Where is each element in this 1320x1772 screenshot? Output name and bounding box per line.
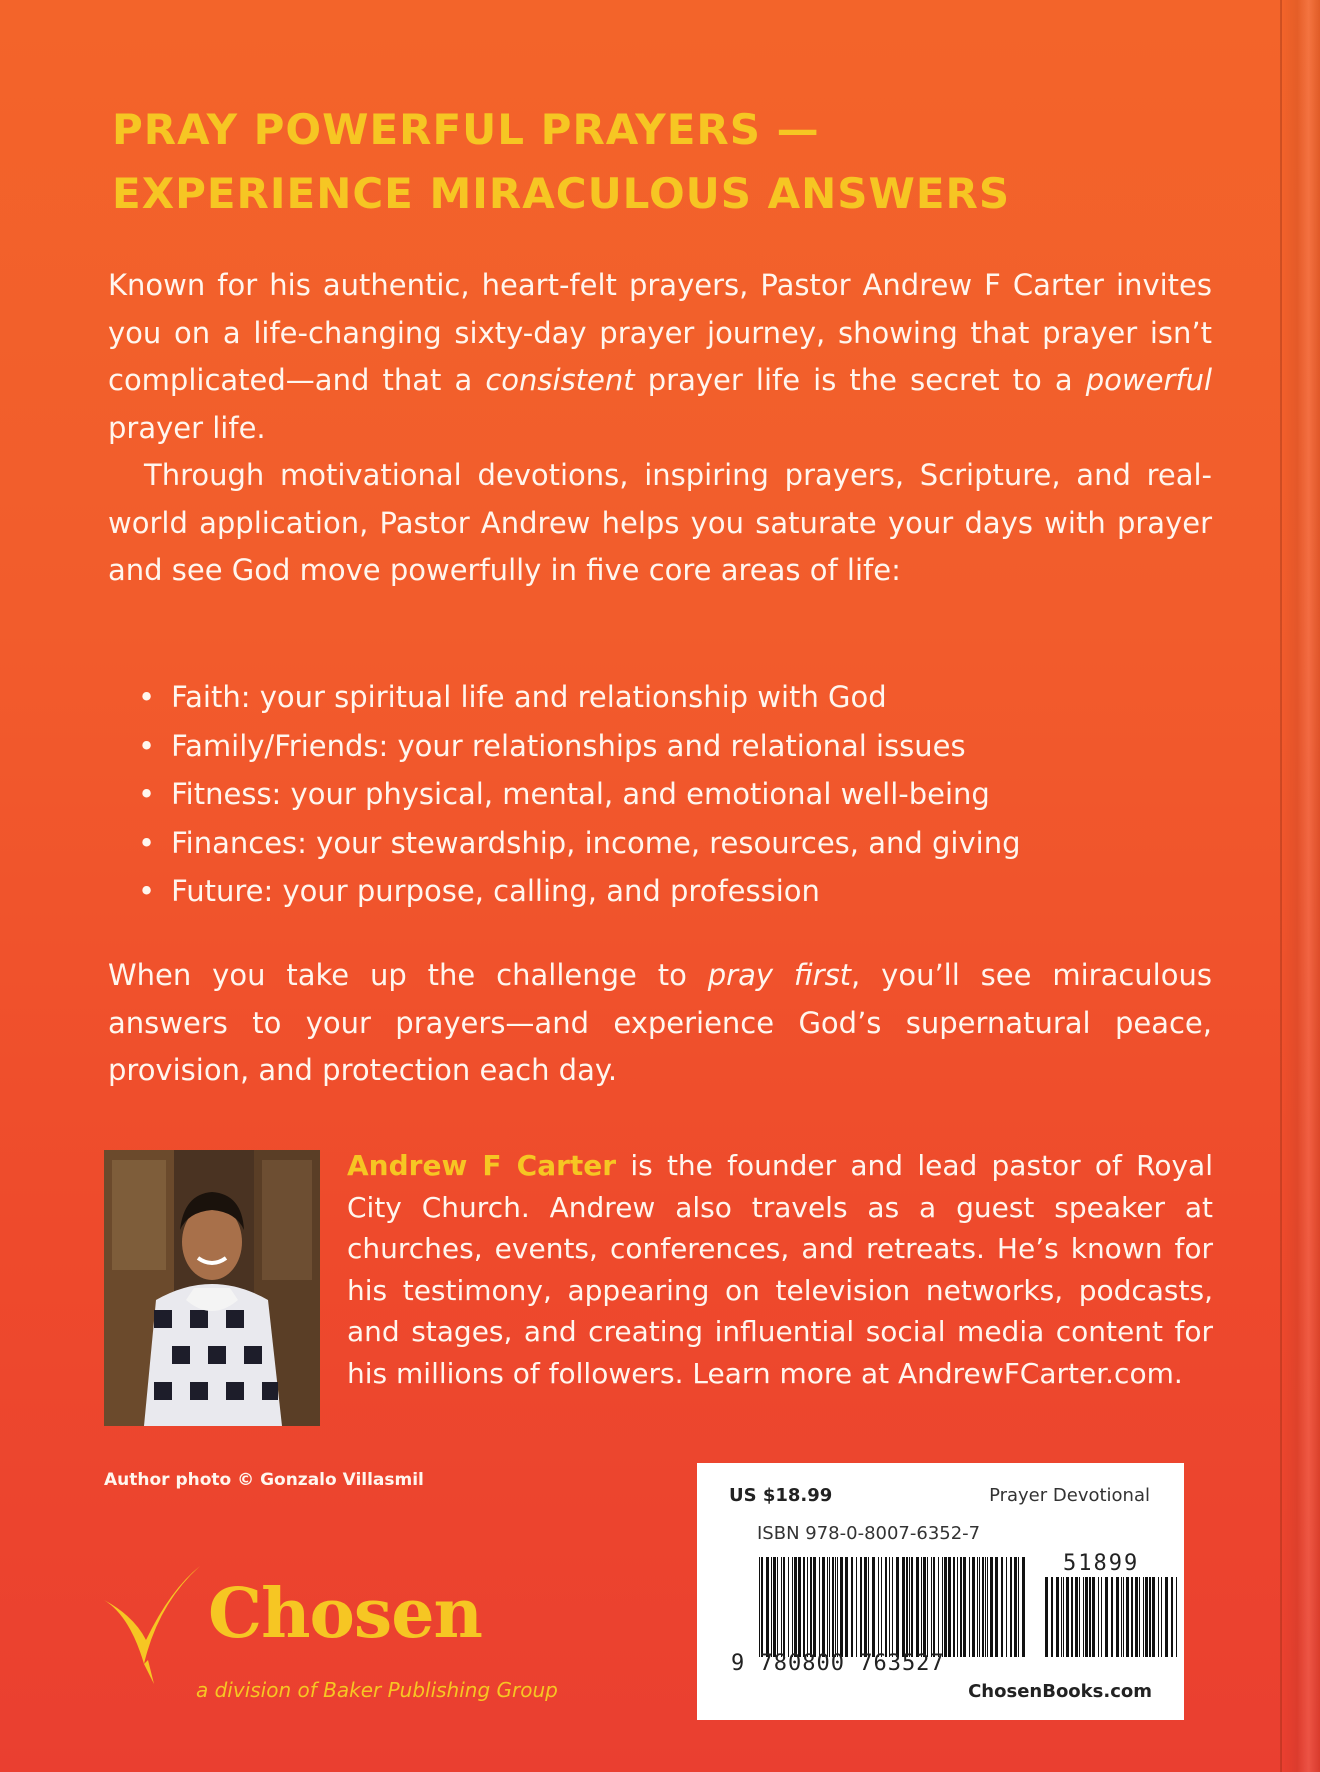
headline-line-2: EXPERIENCE MIRACULOUS ANSWERS (112, 169, 1011, 218)
barcode-bar (1014, 1557, 1017, 1657)
barcode-bar (827, 1557, 828, 1657)
barcode-bar (916, 1557, 919, 1657)
barcode-bar (969, 1557, 970, 1657)
barcode-bar (1018, 1557, 1019, 1657)
closing-text-1: When you take up the challenge to (108, 958, 708, 992)
publisher-website: ChosenBooks.com (968, 1681, 1152, 1702)
isbn: ISBN 978-0-8007-6352-7 (757, 1523, 981, 1544)
barcode-bar (819, 1557, 820, 1657)
barcode-bar (881, 1557, 882, 1657)
barcode-bar (885, 1557, 887, 1657)
barcode-bar (829, 1557, 830, 1657)
intro-text-2: prayer life is the secret to a (634, 363, 1086, 397)
barcode-bar (761, 1557, 763, 1657)
barcode-bar (1045, 1577, 1048, 1657)
publisher-tagline: a division of Baker Publishing Group (196, 1678, 558, 1702)
barcode-bar (798, 1557, 801, 1657)
barcode-bar (813, 1557, 816, 1657)
barcode-bar (1001, 1557, 1003, 1657)
barcode-bar (1066, 1577, 1069, 1657)
barcode-bar (944, 1557, 947, 1657)
barcode-bar (1061, 1577, 1062, 1657)
barcode-bar (985, 1557, 986, 1657)
barcode-bar (771, 1557, 772, 1657)
barcode-bar (872, 1557, 875, 1657)
barcode-bar (938, 1557, 939, 1657)
barcode-bar (1143, 1577, 1144, 1657)
barcode-bar (953, 1557, 955, 1657)
barcode-bar (1079, 1577, 1080, 1657)
publisher-name: Chosen (208, 1574, 482, 1654)
closing-paragraph (108, 952, 1212, 1095)
barcode-bar (1152, 1577, 1155, 1657)
barcode-bar (896, 1557, 899, 1657)
barcode-bar (1098, 1577, 1099, 1657)
barcode-bar (889, 1557, 890, 1657)
barcode-bar (792, 1557, 793, 1657)
barcode-bar (878, 1557, 879, 1657)
barcode-bar (1010, 1557, 1012, 1657)
barcode-bar (923, 1557, 926, 1657)
barcode-bar (1083, 1577, 1084, 1657)
barcode-bar (995, 1557, 998, 1657)
barcode-bar (892, 1557, 893, 1657)
barcode-bar (1158, 1577, 1159, 1657)
list-item: • Family/Friends: your relationships and relational issues (138, 722, 1198, 771)
barcode-bar (977, 1557, 978, 1657)
barcode-bar (1123, 1577, 1124, 1657)
barcode-bar (1145, 1577, 1148, 1657)
barcode-bar (921, 1557, 922, 1657)
barcode-bar (803, 1557, 805, 1657)
price-barcode-box (697, 1463, 1184, 1720)
closing-emphasis-pray-first: pray first (707, 958, 852, 992)
barcode-bar (773, 1557, 776, 1657)
barcode-bar (1171, 1577, 1173, 1657)
list-item: • Faith: your spiritual life and relationship with God (138, 673, 1198, 722)
barcode-bar (1006, 1557, 1007, 1657)
barcode-bar (957, 1557, 958, 1657)
barcode-bar (840, 1557, 843, 1657)
headline-line-1: PRAY POWERFUL PRAYERS — (112, 105, 820, 154)
barcode-bar (987, 1557, 988, 1657)
barcode-bar (1056, 1577, 1059, 1657)
barcode-bar (864, 1557, 867, 1657)
barcode-bar (1161, 1577, 1162, 1657)
barcode-bar (1051, 1577, 1053, 1657)
barcode-bar (1131, 1577, 1133, 1657)
barcode-bar (1071, 1577, 1073, 1657)
barcode-bar (942, 1557, 943, 1657)
barcode-addon-digits: 51899 (1063, 1551, 1140, 1576)
barcode-bar (1063, 1577, 1064, 1657)
intro-text-3: prayer life. (108, 410, 266, 445)
barcode-bar (933, 1557, 935, 1657)
author-bio (347, 1145, 1213, 1394)
barcode-bar (794, 1557, 797, 1657)
book-spine-edge (1280, 0, 1320, 1772)
price-addon-barcode (1045, 1577, 1177, 1657)
barcode-bar (982, 1557, 984, 1657)
chosen-checkmark-icon (100, 1560, 210, 1690)
barcode-bar (1121, 1577, 1122, 1657)
barcode-bar (777, 1557, 778, 1657)
barcode-bar (979, 1557, 980, 1657)
barcode-bar (1111, 1577, 1113, 1657)
book-category: Prayer Devotional (989, 1485, 1150, 1506)
barcode-bar (832, 1557, 834, 1657)
barcode-digits: 9 780800 763527 (731, 1651, 945, 1676)
list-item: • Future: your purpose, calling, and profession (138, 867, 1198, 916)
barcode-bar (1135, 1577, 1138, 1657)
barcode-bar (837, 1557, 838, 1657)
barcode-bar (1139, 1577, 1140, 1657)
barcode-bar (931, 1557, 932, 1657)
barcode-bar (810, 1557, 812, 1657)
barcode-bar (822, 1557, 825, 1657)
photo-credit: Author photo © Gonzalo Villasmil (104, 1470, 424, 1490)
closing-text-2: , you’ll see miraculous answers to your prayers—and experience God’s supernatural peace, provision, and protection each day. (108, 958, 1212, 1087)
barcode-bar (1165, 1577, 1168, 1657)
intro-emphasis-consistent: consistent (485, 363, 635, 397)
intro-paragraph (108, 262, 1212, 452)
barcode-bar (1105, 1577, 1108, 1657)
barcode-bar (960, 1557, 962, 1657)
barcode-bar (781, 1557, 782, 1657)
barcode-bar (868, 1557, 869, 1657)
list-item: • Finances: your stewardship, income, resources, and giving (138, 819, 1198, 868)
author-name: Andrew F Carter (347, 1149, 617, 1182)
barcode-bar (911, 1557, 913, 1657)
author-bio-text: is the founder and lead pastor of Royal City Church. Andrew also travels as a guest speaker at churches, events, conferences, and retreats. He’s known for his testimony, appearing on television networks, podcasts, and stages, and creating influential social media content for his millions of followers. Learn more at AndrewFCarter.com. (347, 1149, 1213, 1390)
price: US $18.99 (729, 1485, 833, 1506)
barcode-bar (788, 1557, 789, 1657)
barcode-bar (1176, 1577, 1177, 1657)
barcode-bar (783, 1557, 785, 1657)
barcode-bar (766, 1557, 769, 1657)
author-portrait-illustration (104, 1150, 320, 1426)
barcode-bar (948, 1557, 951, 1657)
barcode-bar (902, 1557, 905, 1657)
barcode-bar (1126, 1577, 1129, 1657)
barcode-bar (845, 1557, 848, 1657)
barcode-bar (1022, 1557, 1025, 1657)
intro-text-1: Known for his authentic, heart-felt prayers, Pastor Andrew F Carter invites you on a life-changing sixty-day prayer journey, showing that prayer isn’t complicated—and that a (108, 268, 1212, 397)
intro-emphasis-powerful: powerful (1085, 363, 1213, 397)
barcode-bar (1089, 1577, 1091, 1657)
barcode-bar (927, 1557, 928, 1657)
barcode-bar (1075, 1577, 1078, 1657)
barcode-bar (909, 1557, 910, 1657)
barcode-bar (1116, 1577, 1119, 1657)
barcode-bar (851, 1557, 853, 1657)
barcode-bar (1085, 1577, 1088, 1657)
list-item: • Fitness: your physical, mental, and emotional well-being (138, 770, 1198, 819)
barcode-bar (1092, 1577, 1095, 1657)
barcode-bar (807, 1557, 808, 1657)
barcode-bar (1149, 1577, 1151, 1657)
barcode-bar (856, 1557, 857, 1657)
areas-of-life-list (138, 673, 1198, 916)
barcode-bar (1101, 1577, 1102, 1657)
barcode-bar (860, 1557, 862, 1657)
author-photo (104, 1150, 320, 1426)
barcode-bar (835, 1557, 836, 1657)
barcode-bar (963, 1557, 966, 1657)
isbn-barcode (759, 1557, 1027, 1657)
barcode-bar (972, 1557, 975, 1657)
barcode-bar (759, 1557, 760, 1657)
barcode-bar (990, 1557, 993, 1657)
publisher-logo (100, 1560, 620, 1710)
second-paragraph: Through motivational devotions, inspiring prayers, Scripture, and real-world application, Pastor Andrew helps you saturate your days with prayer and see God move powerfully in five core areas of life: (108, 458, 1212, 587)
barcode-bar (906, 1557, 908, 1657)
headline (112, 98, 1192, 226)
